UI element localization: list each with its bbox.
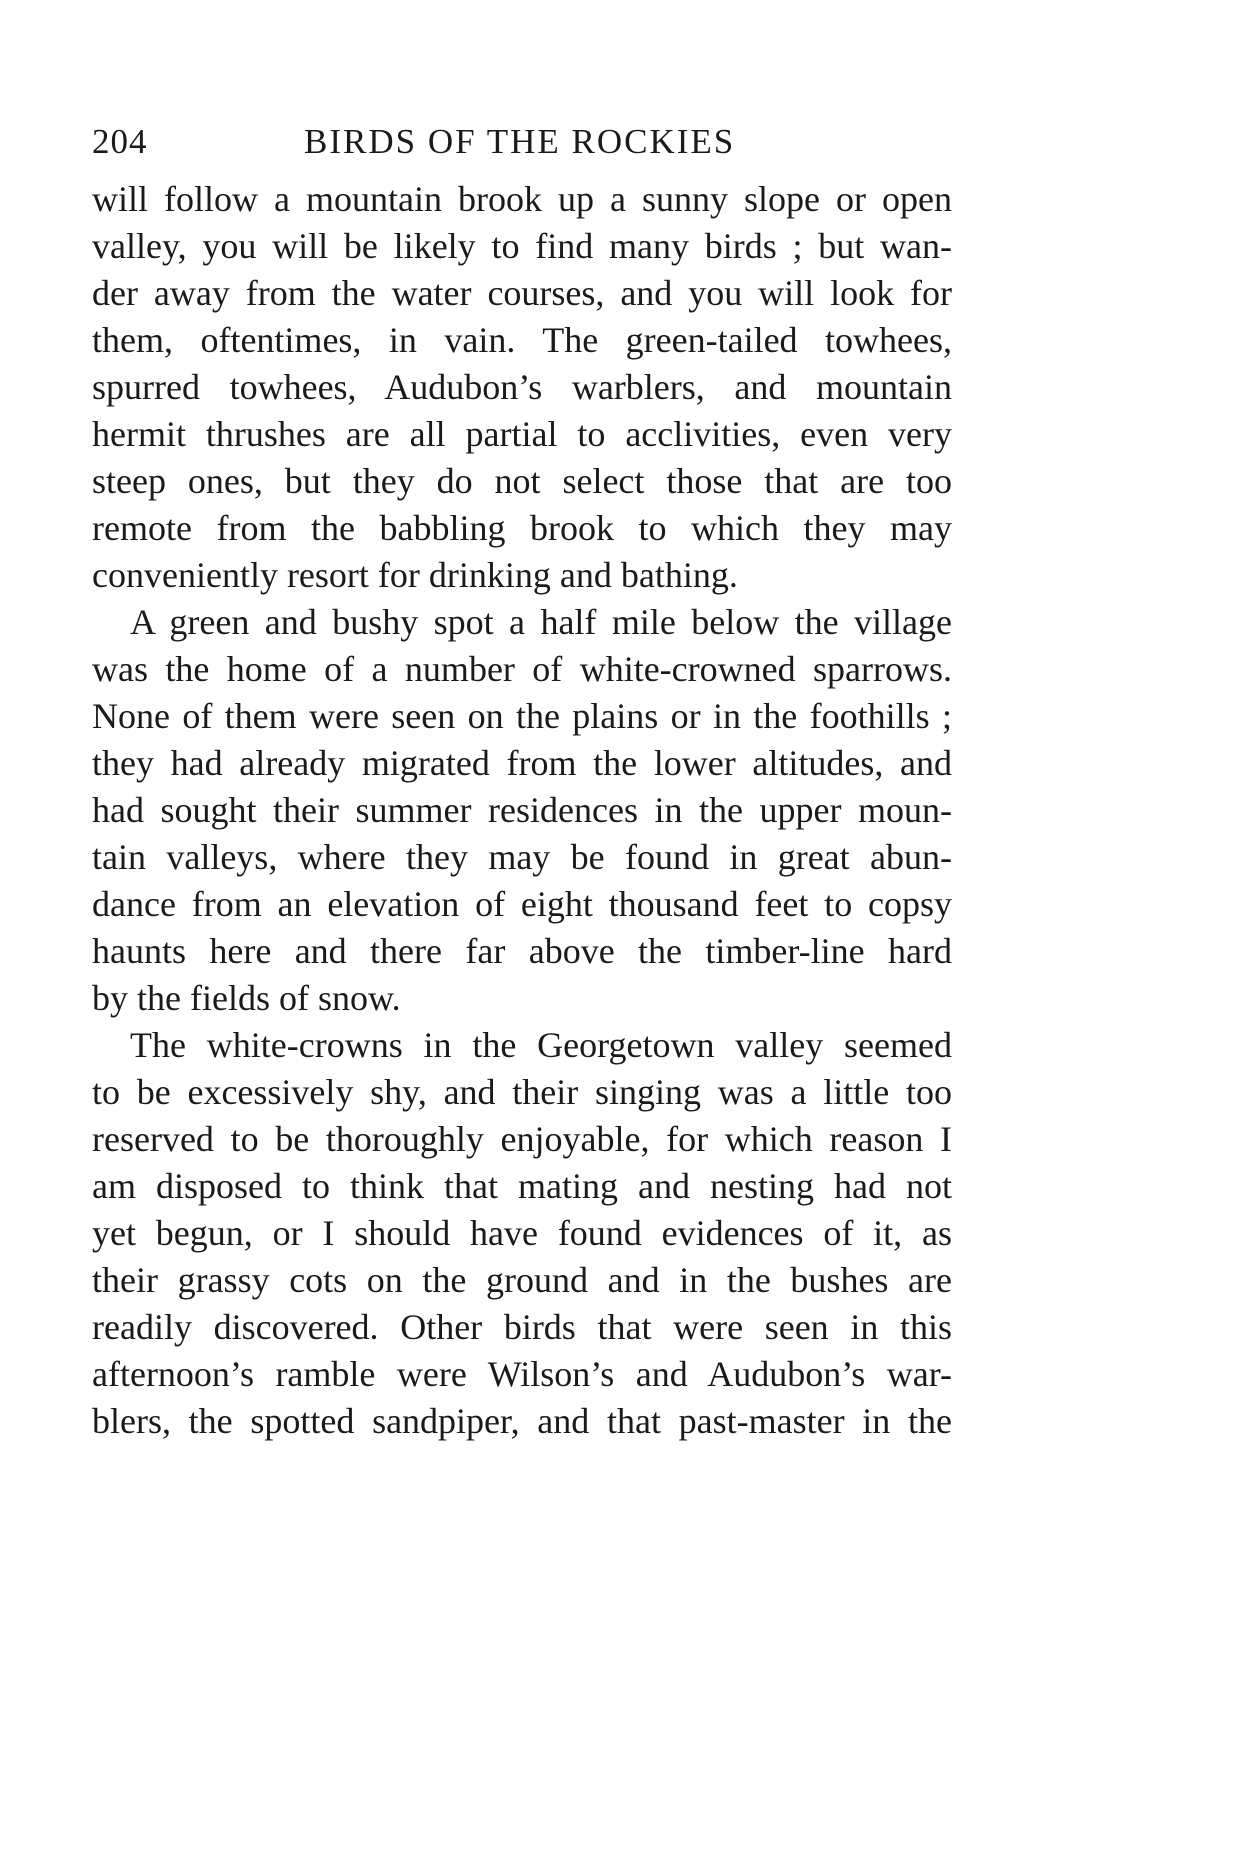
text-line: they had already migrated from the lower altitudes, and — [92, 743, 952, 783]
text-line: by the fields of snow. — [92, 978, 401, 1018]
text-line: their grassy cots on the ground and in the bushes are — [92, 1260, 952, 1300]
text-line: der away from the water courses, and you will look for — [92, 273, 952, 313]
text-line: will follow a mountain brook up a sunny slope or open — [92, 179, 952, 219]
text-line: yet begun, or I should have found evidences of it, as — [92, 1213, 952, 1253]
text-line: remote from the babbling brook to which they may — [92, 508, 952, 548]
text-line: spurred towhees, Audubon’s warblers, and mountain — [92, 367, 952, 407]
text-line: valley, you will be likely to find many birds ; but wan- — [92, 226, 952, 266]
text-line: A green and bushy spot a half mile below the village — [130, 602, 952, 642]
text-line: blers, the spotted sandpiper, and that past-master in the — [92, 1401, 952, 1441]
text-line: readily discovered. Other birds that were seen in this — [92, 1307, 952, 1347]
running-head — [92, 122, 952, 172]
text-line: reserved to be thoroughly enjoyable, for which reason I — [92, 1119, 952, 1159]
text-line: haunts here and there far above the timber-line hard — [92, 931, 952, 971]
text-line: was the home of a number of white-crowned sparrows. — [92, 649, 952, 689]
text-line: hermit thrushes are all partial to acclivities, even very — [92, 414, 952, 454]
text-line: conveniently resort for drinking and bathing. — [92, 555, 738, 595]
text-line: afternoon’s ramble were Wilson’s and Audubon’s war- — [92, 1354, 952, 1394]
text-line: dance from an elevation of eight thousand feet to copsy — [92, 884, 952, 924]
text-line: to be excessively shy, and their singing was a little too — [92, 1072, 952, 1112]
text-line: steep ones, but they do not select those that are too — [92, 461, 952, 501]
body-text — [92, 176, 952, 1445]
page-number: 204 — [92, 122, 148, 161]
text-line: had sought their summer residences in the upper moun- — [92, 790, 952, 830]
text-line: The white-crowns in the Georgetown valley seemed — [130, 1025, 952, 1065]
text-line: None of them were seen on the plains or in the foothills ; — [92, 696, 952, 736]
text-line: them, oftentimes, in vain. The green-tailed towhees, — [92, 320, 952, 360]
text-line: tain valleys, where they may be found in great abun- — [92, 837, 952, 877]
text-line: am disposed to think that mating and nesting had not — [92, 1166, 952, 1206]
running-title: BIRDS OF THE ROCKIES — [304, 122, 736, 161]
